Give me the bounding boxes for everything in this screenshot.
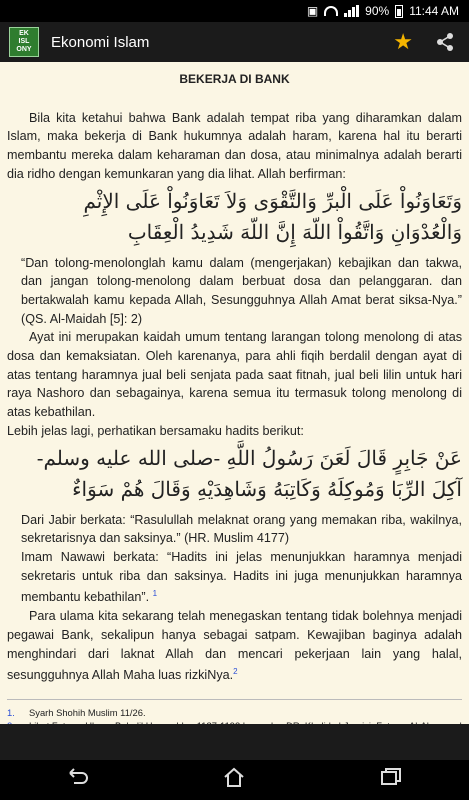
paragraph-2: Ayat ini merupakan kaidah umum tentang larangan tolong menolong di atas dosa dan kemaksiatan. Oleh karenanya, para ahli fiqih berdalil dengan ayat di atas tentang haramnya jual beli senjata pada saat fitnah, jual beli lilin untuk hari raya Nashoro dan sebagainya, karena semua itu termasuk tolong menolong di atas kebathilan. <box>7 330 462 420</box>
footnote-divider <box>7 699 462 700</box>
notification-icon: ▣ <box>306 4 319 18</box>
share-icon[interactable] <box>435 32 455 52</box>
hadith-translation: Dari Jabir berkata: “Rasulullah melaknat orang yang memakan riba, wakilnya, sekretarisnya dan saksinya.” (HR. Muslim 4177) <box>21 512 462 546</box>
clock: 11:44 AM <box>409 4 459 18</box>
star-icon[interactable]: ★ <box>393 29 413 54</box>
footnote-ref-1[interactable]: 1 <box>152 589 158 599</box>
home-icon[interactable] <box>222 766 246 794</box>
app-title: Ekonomi Islam <box>51 33 150 51</box>
article-heading: BEKERJA DI BANK <box>179 72 290 86</box>
footnote-text: Syarh Shohih Muslim 11/26. <box>29 707 146 719</box>
battery-icon <box>395 5 403 18</box>
verse-translation: “Dan tolong-menolonglah kamu dalam (mengerjakan) kebajikan dan takwa, dan jangan tolong-menolong dalam berbuat dosa dan pelanggaran. dan bertakwalah kamu kepada Allah, Sesungguhnya Allah Amat berat siksa-Nya.” (QS. Al-Maidah [5]: 2) <box>21 255 462 326</box>
back-icon[interactable] <box>66 767 90 793</box>
paragraph-4-text: Imam Nawawi berkata: “Hadits ini jelas menunjukkan haramnya menjadi sekretaris untuk riba dan saksinya. Hadits ini juga menunjukkan haramnya membantu kebathilan”. <box>21 549 462 605</box>
article-content[interactable] <box>0 62 469 724</box>
status-bar <box>0 0 469 22</box>
signal-icon <box>344 5 359 17</box>
recent-apps-icon[interactable] <box>379 766 403 794</box>
paragraph-4 <box>7 548 462 607</box>
battery-percent: 90% <box>365 4 390 18</box>
app-logo[interactable]: EK ISL ONY <box>9 27 39 57</box>
app-bar <box>0 22 469 62</box>
footnote-1 <box>7 706 462 719</box>
navigation-bar <box>0 760 469 800</box>
paragraph-5 <box>7 607 462 685</box>
bottom-band <box>0 724 469 760</box>
arabic-hadith: عَنْ جَابِرٍ قَالَ لَعَنَ رَسُولُ اللَّهِ -صلى الله عليه وسلم- آكِلَ الرِّبَا وَمُوكِلَهُ وَكَاتِبَهُ وَشَاهِدَيْهِ وَقَالَ هُمْ سَوَاءٌ <box>36 445 462 501</box>
footnote-number[interactable]: 1. <box>7 707 15 719</box>
paragraph-1: Bila kita ketahui bahwa Bank adalah tempat riba yang diharamkan dalam Islam, maka bekerja di Bank hukumnya adalah haram, karena hal itu berarti membantu mereka dalam keharaman dan dosa, atau minimalnya adalah berarti dia ridho dengan kemunkaran yang dia lihat. Allah berfirman: <box>7 110 462 181</box>
arabic-verse: وَتَعَاوَنُواْ عَلَى الْبرِّ وَالتَّقْوَى وَلاَ تَعَاوَنُواْ عَلَى الإِثْمِ وَالْعُدْوَانِ وَاتَّقُواْ اللّهَ إِنَّ اللّهَ شَدِيدُ الْعِقَابِ <box>83 188 462 244</box>
paragraph-3: Lebih jelas lagi, perhatikan bersamaku hadits berikut: <box>7 423 304 438</box>
paragraph-5-text: Para ulama kita sekarang telah menegaskan tentang tidak bolehnya menjadi pegawai Bank, sekalipun hanya sebagai satpam. Kewajiban baginya adalah menghindari dari laknat Allah dan mencari pekerjaan lain yang halal, sesungguhnya Allah Maha luas rizkiNya. <box>7 609 462 683</box>
wifi-icon <box>324 6 338 16</box>
footnote-ref-2[interactable]: 2 <box>233 667 238 677</box>
